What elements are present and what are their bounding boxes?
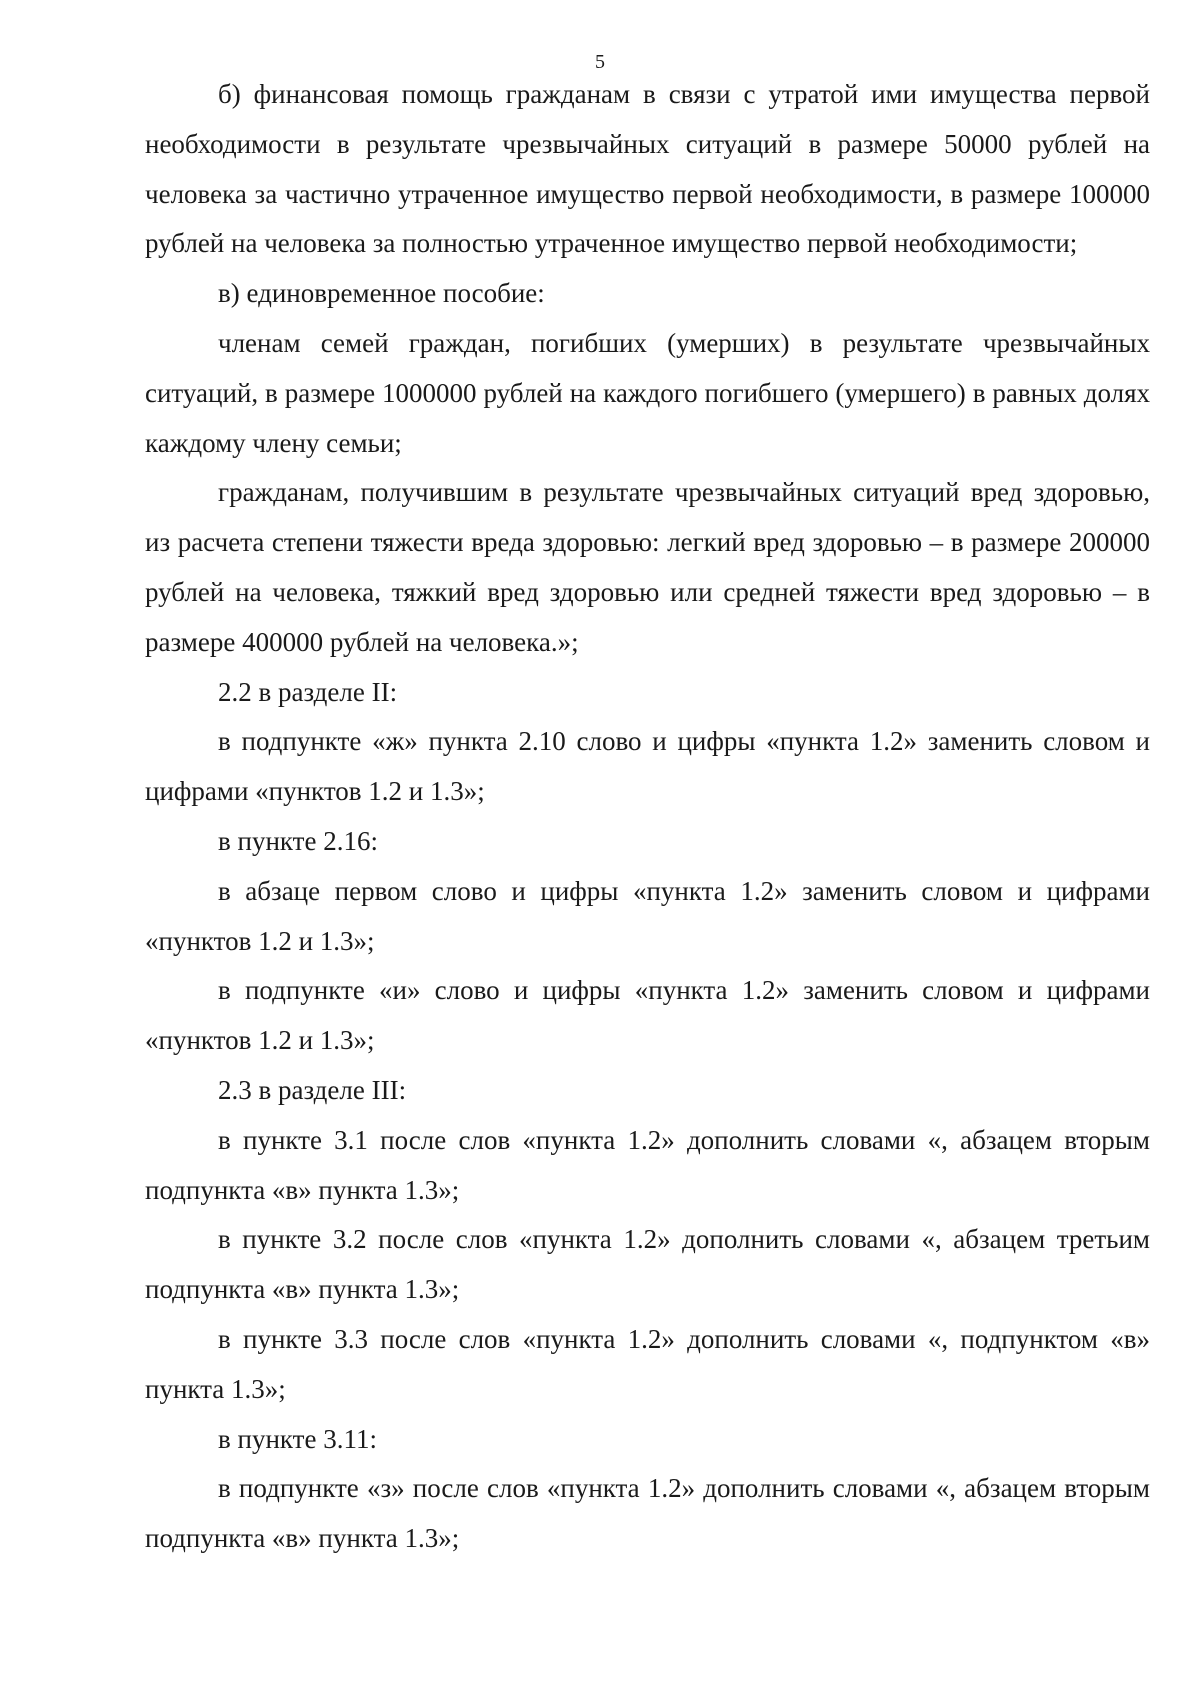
paragraph-subitem-i: в подпункте «и» слово и цифры «пункта 1.2» заменить словом и цифрами «пунктов 1.2 и 1.3»; — [145, 975, 1150, 1056]
document-body — [145, 70, 1150, 1564]
paragraph-family-members: членам семей граждан, погибших (умерших) в результате чрезвычайных ситуаций, в размере 1000000 рублей на каждого погибшего (умершего) в равных долях каждому члену семьи; — [145, 327, 1150, 458]
page-number: 5 — [595, 51, 605, 73]
paragraph-financial-aid: б) финансовая помощь гражданам в связи с утратой ими имущества первой необходимости в результате чрезвычайных ситуаций в размере 50000 рублей на человека за частично утраченное имущество первой необходимости, в размере 100000 рублей на человека за полностью утраченное имущество первой необходимости; — [145, 79, 1150, 259]
paragraph-health-harm: гражданам, получившим в результате чрезвычайных ситуаций вред здоровью, из расчета степени тяжести вреда здоровью: легкий вред здоровью – в размере 200000 рублей на человека, тяжкий вред здоровью или средней тяжести вред здоровью – в размере 400000 рублей на человека.»; — [145, 477, 1150, 657]
paragraph-one-time-allowance: в) единовременное пособие: — [218, 278, 545, 309]
paragraph-item-3-3: в пункте 3.3 после слов «пункта 1.2» дополнить словами «, подпунктом «в» пункта 1.3»; — [145, 1323, 1150, 1404]
paragraph-item-2-16: в пункте 2.16: — [218, 825, 378, 856]
paragraph-subitem-z: в подпункте «з» после слов «пункта 1.2» дополнить словами «, абзацем вторым подпункта «в» пункта 1.3»; — [145, 1473, 1150, 1554]
paragraph-item-3-1: в пункте 3.1 после слов «пункта 1.2» дополнить словами «, абзацем вторым подпункта «в» пункта 1.3»; — [145, 1124, 1150, 1205]
paragraph-subitem-zh: в подпункте «ж» пункта 2.10 слово и цифры «пункта 1.2» заменить словом и цифрами «пунктов 1.2 и 1.3»; — [145, 726, 1150, 807]
paragraph-item-3-11: в пункте 3.11: — [218, 1423, 377, 1454]
paragraph-item-3-2: в пункте 3.2 после слов «пункта 1.2» дополнить словами «, абзацем третьим подпункта «в» пункта 1.3»; — [145, 1224, 1150, 1305]
paragraph-first-abzac: в абзаце первом слово и цифры «пункта 1.2» заменить словом и цифрами «пунктов 1.2 и 1.3»; — [145, 875, 1150, 956]
paragraph-section-2-3: 2.3 в разделе III: — [218, 1074, 407, 1105]
paragraph-section-2-2: 2.2 в разделе II: — [218, 676, 398, 707]
